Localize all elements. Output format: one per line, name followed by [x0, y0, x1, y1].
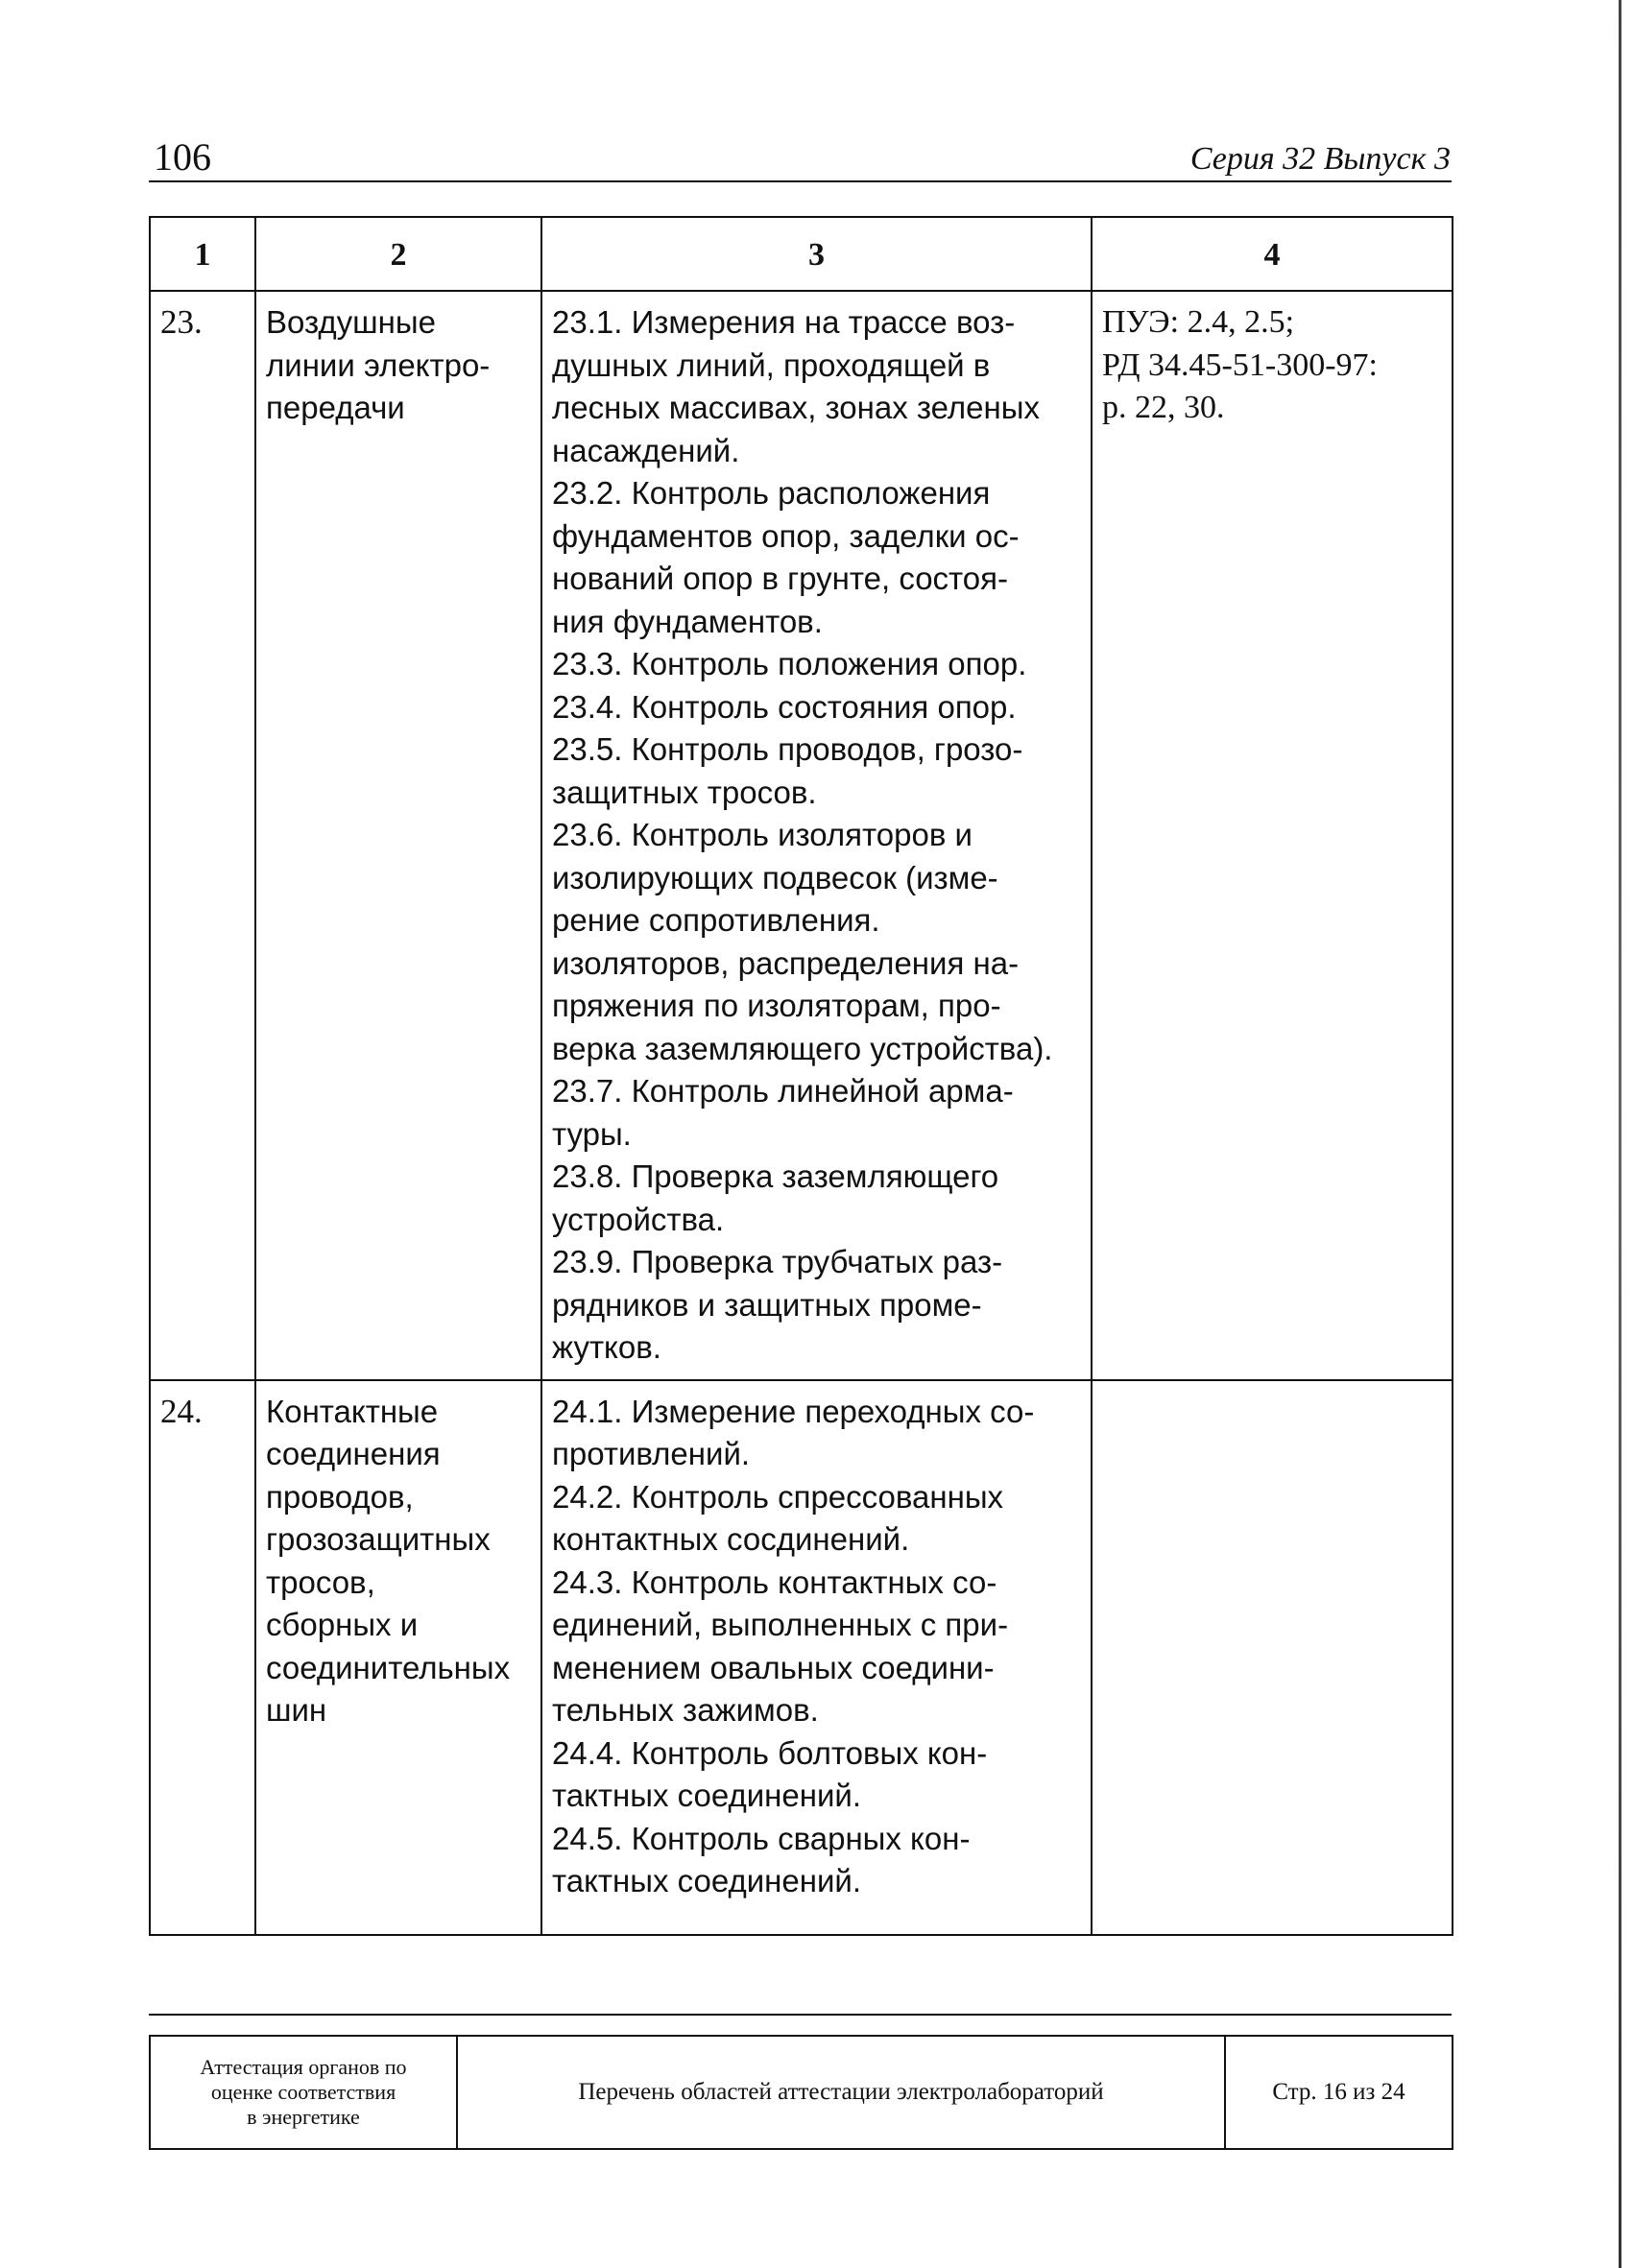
row-number: 24. — [160, 1392, 203, 1430]
object-name: Воздушные линии электро- передачи — [266, 304, 491, 425]
list-item: 23.7. Контроль линейной арма- туры. — [552, 1073, 1014, 1152]
header-rule — [149, 180, 1452, 182]
list-item: 23.4. Контроль состояния опор. — [552, 688, 1017, 725]
list-item: 24.1. Измерение переходных со- противлений. — [552, 1393, 1035, 1471]
items-cell — [541, 291, 1092, 1380]
page-number: 106 — [154, 135, 211, 179]
list-item: 24.4. Контроль болтовых кон- тактных соединений. — [552, 1734, 988, 1813]
column-header-4: 4 — [1092, 217, 1453, 291]
list-item: 24.2. Контроль спрессованных контактных сосдинений. — [552, 1478, 1004, 1557]
table-row — [150, 291, 1453, 1380]
object-name: Контактные соединения проводов, грозозащитных тросов, сборных и соединительных шин — [266, 1393, 511, 1728]
table-header-row — [150, 217, 1453, 291]
table-row — [150, 1380, 1453, 1935]
list-item: 24.5. Контроль сварных кон- тактных соединений. — [552, 1820, 971, 1898]
items-cell — [541, 1380, 1092, 1935]
page-edge — [1619, 0, 1621, 2268]
object-cell — [255, 291, 541, 1380]
column-header-1: 1 — [150, 217, 255, 291]
series-title: Серия 32 Выпуск 3 — [1189, 141, 1451, 177]
list-item: 23.1. Измерения на трассе воз- душных линий, проходящей в лесных массивах, зонах зеленых насаждений. — [552, 304, 1040, 468]
list-item: 23.9. Проверка трубчатых раз- рядников и защитных проме- жутков. — [552, 1244, 1003, 1365]
footer-stamp — [149, 2035, 1453, 2150]
list-item: 24.3. Контроль контактных со- единений, выполненных с при- менением овальных соедини- тельных зажимов. — [552, 1564, 1009, 1728]
row-number-cell — [150, 291, 255, 1380]
list-item: 23.6. Контроль изоляторов и изолирующих подвесок (изме- рение сопротивления. изоляторов, распределения на- пряжения по изоляторам, про- верка заземляющего устройства). — [552, 817, 1053, 1066]
list-item: 23.8. Проверка заземляющего устройства. — [552, 1158, 999, 1237]
references: ПУЭ: 2.4, 2.5; РД 34.45-51-300-97: р. 22, 30. — [1102, 304, 1378, 425]
references-cell — [1092, 1380, 1453, 1935]
footer-title: Перечень областей аттестации электролабораторий — [457, 2036, 1225, 2149]
references-cell — [1092, 291, 1453, 1380]
footer-page: Стр. 16 из 24 — [1225, 2036, 1453, 2149]
footer-organization: Аттестация органов по оценке соответствия в энергетике — [150, 2036, 457, 2149]
footer-rule — [149, 2014, 1452, 2016]
list-item: 23.5. Контроль проводов, грозо- защитных тросов. — [552, 731, 1023, 810]
column-header-2: 2 — [255, 217, 541, 291]
attestation-table — [149, 216, 1453, 1936]
list-item: 23.3. Контроль положения опор. — [552, 646, 1027, 681]
list-item: 23.2. Контроль расположения фундаментов опор, заделки ос- нований опор в грунте, состоя- ния фундаментов. — [552, 475, 1020, 639]
object-cell — [255, 1380, 541, 1935]
row-number: 23. — [160, 303, 203, 341]
row-number-cell — [150, 1380, 255, 1935]
column-header-3: 3 — [541, 217, 1092, 291]
